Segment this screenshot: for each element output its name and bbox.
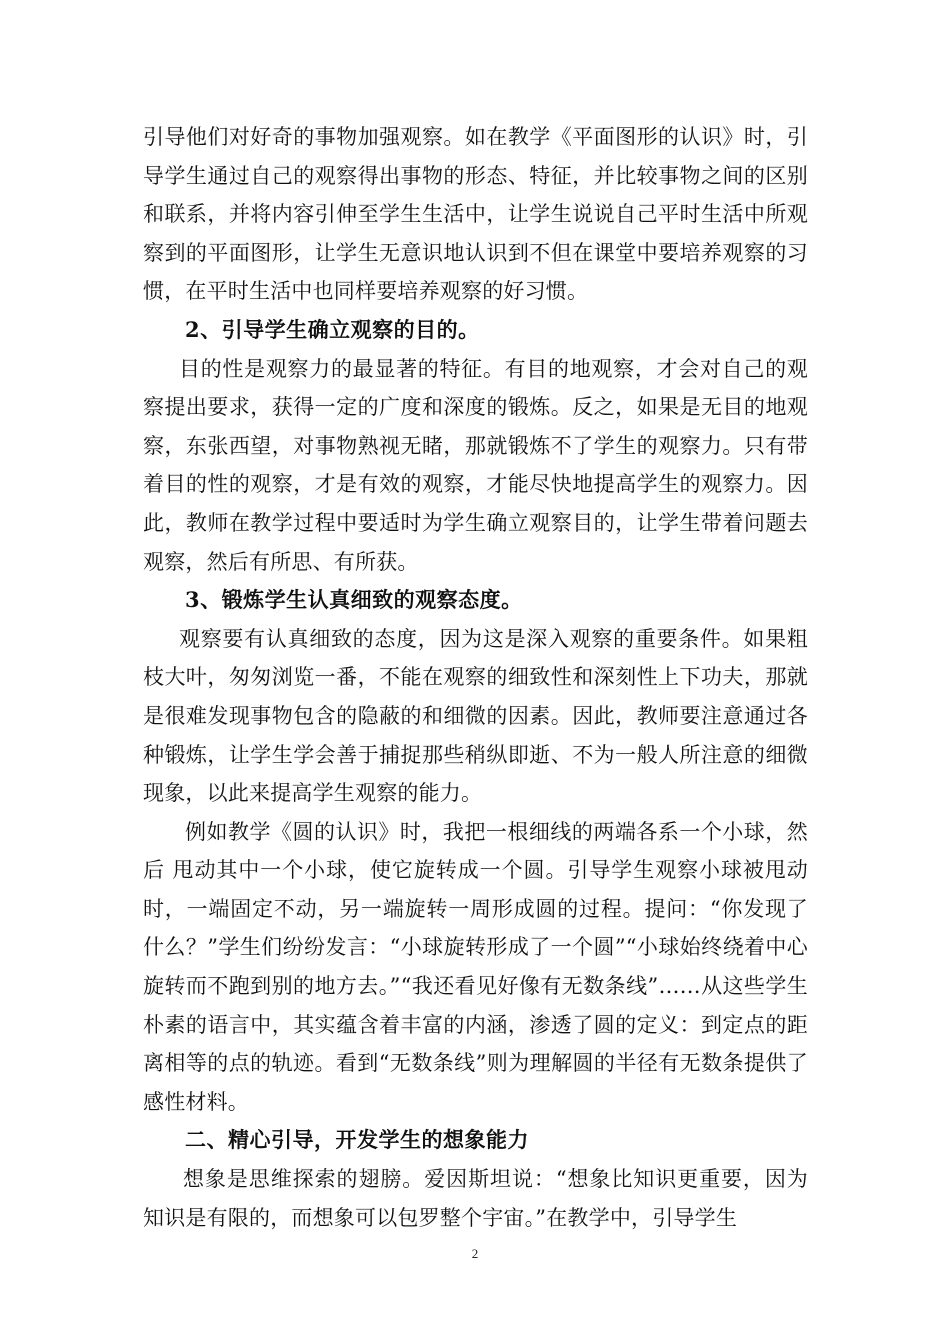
paragraph-attitude: 观察要有认真细致的态度，因为这是深入观察的重要条件。如果粗枝大叶，匆匆浏览一番，不能在观察的细致性和深刻性上下功夫，那就是很难发现事物包含的隐蔽的和细微的因素。因此，教师要注意通过各种锻炼，让学生学会善于捕捉那些稍纵即逝、不为一般人所注意的细微现象，以此来提高学生观察的能力。 bbox=[143, 626, 808, 806]
heading-observation-attitude: 3、锻炼学生认真细致的观察态度。 bbox=[185, 587, 523, 613]
heading-imagination: 二、精心引导，开发学生的想象能力 bbox=[185, 1127, 529, 1153]
paragraph-purpose: 目的性是观察力的最显著的特征。有目的地观察，才会对自己的观察提出要求，获得一定的广度和深度的锻炼。反之，如果是无目的地观察，东张西望，对事物熟视无睹，那就锻炼不了学生的观察力。只有带着目的性的观察，才是有效的观察，才能尽快地提高学生的观察力。因此，教师在教学过程中要适时为学生确立观察目的，让学生带着问题去观察，然后有所思、有所获。 bbox=[143, 356, 808, 574]
heading-observation-purpose: 2、引导学生确立观察的目的。 bbox=[185, 316, 480, 342]
paragraph-circle-example: 例如教学《圆的认识》时，我把一根细线的两端各系一个小球，然后 甩动其中一个小球，使它旋转成一个圆。引导学生观察小球被甩动时，一端固定不动，另一端旋转一周形成圆的过程。提问：“你发现了什么？”学生们纷纷发言：“小球旋转形成了一个圆”“小球始终绕着中心旋转而不跑到别的地方去。”“我还看见好像有无数条线”……从这些学生朴素的语言中，其实蕴含着丰富的内涵，渗透了圆的定义：到定点的距离相等的点的轨迹。看到“无数条线”则为理解圆的半径有无数条提供了感性材料。 bbox=[143, 819, 808, 1114]
page-content bbox=[143, 118, 808, 1237]
page-number: 2 bbox=[471, 1246, 479, 1261]
paragraph-imagination: 想象是思维探索的翅膀。爱因斯坦说：“想象比知识更重要，因为知识是有限的，而想象可以包罗整个宇宙。”在教学中，引导学生 bbox=[143, 1167, 808, 1230]
paragraph-plane-figures: 引导他们对好奇的事物加强观察。如在教学《平面图形的认识》时，引导学生通过自己的观察得出事物的形态、特征，并比较事物之间的区别和联系，并将内容引伸至学生生活中，让学生说说自己平时生活中所观察到的平面图形，让学生无意识地认识到不但在课堂中要培养观察的习惯，在平时生活中也同样要培养观察的好习惯。 bbox=[143, 125, 808, 304]
